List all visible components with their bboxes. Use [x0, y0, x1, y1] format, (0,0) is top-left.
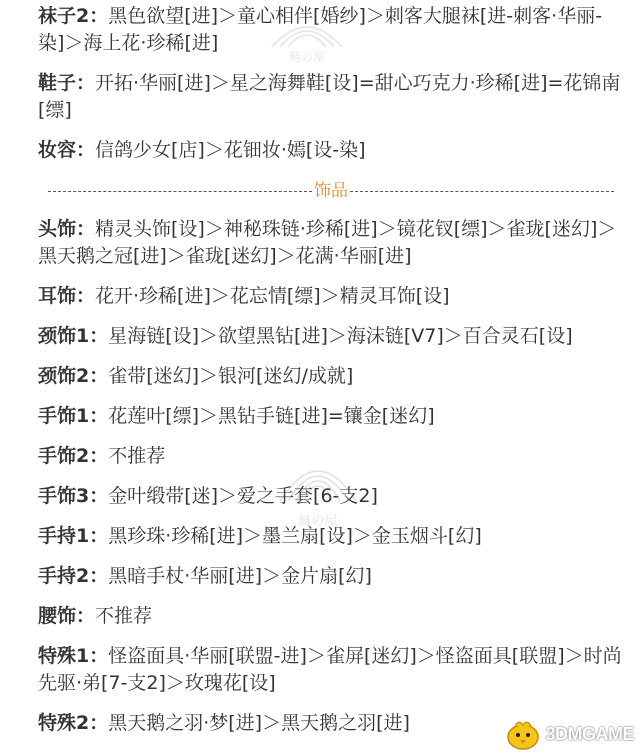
entry-label: 手饰1： — [38, 405, 109, 427]
site-logo — [505, 717, 634, 751]
chick-mascot-icon — [505, 717, 541, 751]
entry-held-1 — [38, 523, 624, 550]
entry-headwear — [38, 216, 624, 270]
entry-text: 金叶缎带[迷]＞爱之手套[6-支2] — [108, 485, 378, 507]
entry-necklace-1 — [38, 323, 624, 350]
entry-label: 手饰2： — [38, 445, 109, 467]
entry-text: 不推荐 — [95, 605, 153, 627]
entry-label: 袜子2： — [38, 5, 109, 27]
watermark-text: 鲢の屋 — [288, 50, 326, 63]
entry-waist — [38, 603, 624, 630]
entry-text: 花莲叶[缥]＞黑钻手链[进]=镶金[迷幻] — [108, 405, 435, 427]
entry-label: 颈饰2： — [38, 365, 109, 387]
section-divider-accessories — [38, 177, 624, 204]
entry-hand-1 — [38, 403, 624, 430]
entry-held-2 — [38, 563, 624, 590]
entry-label: 耳饰： — [38, 285, 96, 307]
entry-shoes — [38, 70, 624, 124]
entry-text: 黑暗手杖·华丽[进]＞金片扇[幻] — [108, 565, 372, 587]
entry-text: 精灵头饰[设]＞神秘珠链·珍稀[进]＞镜花钗[缥]＞雀珑[迷幻]＞黑天鹅之冠[进]＞雀珑[迷幻]＞花满·华丽[进] — [38, 218, 617, 267]
clothing-entries — [38, 3, 624, 164]
entry-text: 不推荐 — [108, 445, 166, 467]
entry-socks-2 — [38, 3, 624, 57]
entry-hand-2 — [38, 443, 624, 470]
entry-label: 鞋子： — [38, 72, 96, 94]
guide-page — [0, 3, 640, 755]
entry-label: 颈饰1： — [38, 325, 109, 347]
entry-earrings — [38, 283, 624, 310]
site-logo-text: 3DMGAME — [545, 723, 634, 744]
entry-label: 头饰： — [38, 218, 96, 240]
entry-text: 黑色欲望[进]＞童心相伴[婚纱]＞刺客大腿袜[进-刺客·华丽-染]＞海上花·珍稀[进] — [38, 5, 603, 54]
entry-text: 雀带[迷幻]＞银河[迷幻/成就] — [108, 365, 354, 387]
divider-dash-left — [48, 191, 312, 192]
divider-dash-right — [350, 191, 614, 192]
entry-necklace-2 — [38, 363, 624, 390]
entry-label: 腰饰： — [38, 605, 96, 627]
entry-label: 手持2： — [38, 565, 109, 587]
entry-makeup — [38, 137, 624, 164]
section-title: 饰品 — [314, 181, 348, 201]
entry-label: 特殊2： — [38, 712, 109, 734]
entry-special-1 — [38, 643, 624, 697]
entry-text: 信鸽少女[店]＞花钿妆·嫣[设-染] — [95, 139, 366, 161]
entry-text: 星海链[设]＞欲望黑钻[进]＞海沫链[V7]＞百合灵石[设] — [108, 325, 573, 347]
entry-text: 怪盗面具·华丽[联盟-进]＞雀屏[迷幻]＞怪盗面具[联盟]＞时尚先驱·弟[7-支2]＞玫瑰花[设] — [38, 645, 622, 694]
entry-text: 黑天鹅之羽·梦[进]＞黑天鹅之羽[进] — [108, 712, 410, 734]
entry-text: 开拓·华丽[进]＞星之海舞鞋[设]=甜心巧克力·珍稀[进]=花锦南[缥] — [38, 72, 621, 121]
entry-label: 手饰3： — [38, 485, 109, 507]
entry-label: 手持1： — [38, 525, 109, 547]
entry-hand-3 — [38, 483, 624, 510]
entry-text: 黑珍珠·珍稀[进]＞墨兰扇[设]＞金玉烟斗[幻] — [108, 525, 482, 547]
entry-label: 特殊1： — [38, 645, 109, 667]
accessory-entries — [38, 216, 624, 737]
entry-text: 花开·珍稀[进]＞花忘情[缥]＞精灵耳饰[设] — [95, 285, 450, 307]
watermark-text: 鲢の屋 — [298, 514, 338, 529]
entry-label: 妆容： — [38, 139, 96, 161]
